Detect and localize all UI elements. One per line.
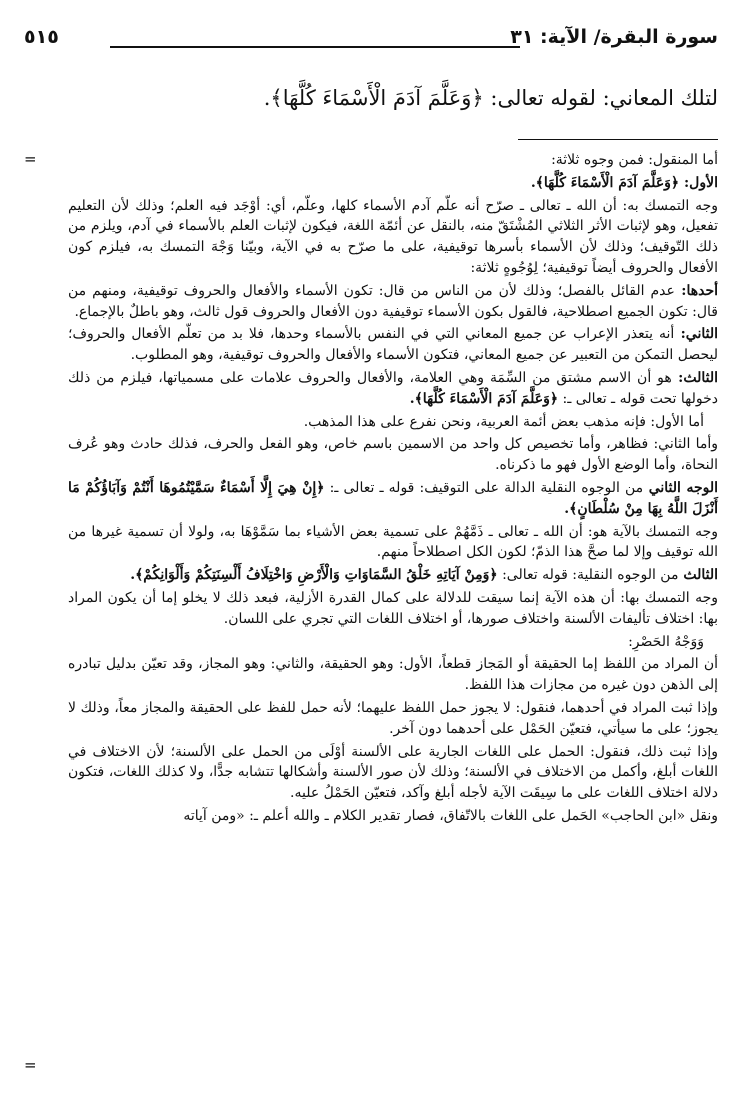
fn-para-17: ونقل «ابن الحاجب» الحَمل على اللغات بالاتّفاق، فصار تقدير الكلام ـ والله أعلم ـ: «ومن آياته xyxy=(183,807,718,824)
fn-text-5: أنه يتعذر الإعراب عن جميع المعاني التي في النفس بالأسماء وحدها، فلا بد من تعلّم الأفعال والحروف؛ ليحصل التمكن من التعبير عن جميع المعاني، فتكون الأسماء والأفعال والحروف توقيفية، وهو المطلوب. xyxy=(68,326,718,364)
fn-text-9: من الوجوه النقلية الدالة على التوقيف: قوله ـ تعالى ـ: xyxy=(324,479,644,496)
header-rule xyxy=(110,46,520,48)
continuation-marker-top: = xyxy=(24,150,37,168)
fn-verse-2: ﴿وَعَلَّمَ آدَمَ الْأَسْمَاءَ كُلَّهَا﴾. xyxy=(409,390,559,407)
fn-para-13: وَوَجْهُ الحَصْرِ: xyxy=(628,633,704,650)
fn-para-8: وأما الثاني: فظاهر، وأما تخصيص كل واحد من الاسمين باسم خاص، وهو الفعل والحرف، فذلك حادث وهو عُرف النحاة، وأما الوضع الأول فهو ما ذكرناه. xyxy=(68,436,718,474)
fn-para-2 xyxy=(68,173,718,194)
fn-para-15: وإذا ثبت المراد في أحدهما، فنقول: لا يجوز حمل اللفظ عليهما؛ لأنه حمل للفظ على الحقيقة والمجاز معاً، وذلك لا يجوز؛ على ما سيأتي، فتعيّن الحَمْل على أحدهما دون آخر. xyxy=(68,699,718,737)
fn-para-9 xyxy=(68,478,718,520)
fn-para-16: وإذا ثبت ذلك، فنقول: الحمل على اللغات الجارية على الألسنة أوْلَى من الحمل على الألسنة؛ لأن الاختلاف في اللغات أبلغ، وأكمل من الاختلاف في الألسنة؛ وذلك لأن صور الألسنة وأشكالها تتشابه جدًّا، ولا كذلك اللغات، فتكون دلالة اختلاف اللغات على ما سِيقَت الآية لأجله أبلغ وآكد، فتعيّن الحَمْلُ عليه. xyxy=(68,743,718,802)
surah-title: سورة البقرة/ الآية: ٣١ xyxy=(510,26,718,48)
footnote-block xyxy=(68,150,718,829)
fn-para-12: وجه التمسك بها: أن هذه الآية إنما سيقت للدلالة على كمال القدرة الأزلية، فبعد ذلك لا يخلو إما أن يكون المراد بها: اختلاف تأليفات الألسنة واختلاف صورها، أو اختلاف اللغات التي تجري على اللسان. xyxy=(68,589,718,627)
fn-para-4 xyxy=(68,281,718,323)
fn-para-5 xyxy=(68,324,718,366)
fn-verse-3: ﴿إِنْ هِيَ إِلَّا أَسْمَاءٌ سَمَّيْتُمُوهَا أَنْتُمْ وَآبَاؤُكُمْ مَا أَنْزَلَ اللَّهُ بِهَا مِنْ سُلْطَانٍ﴾. xyxy=(68,479,718,517)
main-tail: . xyxy=(263,86,271,110)
fn-para-7: أما الأول: فإنه مذهب بعض أئمة العربية، ونحن نفرع على هذا المذهب. xyxy=(303,413,704,430)
page-number: ٥١٥ xyxy=(24,26,59,48)
footnote-separator xyxy=(518,139,718,140)
fn-text-4: عدم القائل بالفصل؛ وذلك لأن من الناس من قال: تكون الأسماء والأفعال والحروف توقيفية، ومنهم من قال: تكون الجميع اصطلاحية، فالقول بكون الأسماء توقيفية دون الأفعال والحروف قول ثالث، وهو باطلٌ بالإجماع. xyxy=(68,282,718,320)
fn-para-10: وجه التمسك بالآية هو: أن الله ـ تعالى ـ ذَمَّهُمْ على تسمية بعض الأشياء بما سَمَّوْهَا به، ولولا أن تسمية غيرها من الله توقيف وإلا لما صحَّ هذا الذمّ؛ لكون الكل اصطلاحاً منهم. xyxy=(68,523,718,561)
fn-para-14: أن المراد من اللفظ إما الحقيقة أو المَجاز قطعاً، الأول: وهو الحقيقة، والثاني: وهو المجاز، وقد تعيّن بدليل تبادره إلى الذهن دون غيره من مجازات هذا اللفظ. xyxy=(68,656,718,694)
main-verse: ﴿وَعَلَّمَ آدَمَ الْأَسْمَاءَ كُلَّهَا﴾ xyxy=(270,86,484,110)
fn-para-1: أما المنقول: فمن وجوه ثلاثة: xyxy=(551,152,718,168)
fn-head-third: الثالث: xyxy=(671,369,719,386)
fn-verse-1: ﴿وَعَلَّمَ آدَمَ الْأَسْمَاءَ كُلَّهَا﴾. xyxy=(530,174,680,191)
fn-head-first: الأول: xyxy=(679,174,718,191)
fn-head-ahaduha: أحدها: xyxy=(674,282,718,299)
fn-text-6: هو أن الاسم مشتق من السِّمَة وهي العلامة، والأفعال والحروف علامات على مسمياتها، فيلزم من ذلك دخولها تحت قوله ـ تعالى ـ: xyxy=(68,369,718,407)
main-text xyxy=(24,86,718,110)
fn-head-wajh-second: الوجه الثاني xyxy=(643,479,718,496)
fn-verse-4: ﴿وَمِنْ آيَاتِهِ خَلْقُ السَّمَاوَاتِ وَالْأَرْضِ وَاخْتِلَافُ أَلْسِنَتِكُمْ وَأَلْوَانِكُمْ﴾. xyxy=(130,567,498,584)
fn-head-third-naqli: الثالث xyxy=(678,567,718,584)
running-header xyxy=(24,26,718,54)
main-lead: لتلك المعاني: لقوله تعالى: xyxy=(483,86,718,110)
fn-text-11: من الوجوه النقلية: قوله تعالى: xyxy=(497,567,679,584)
fn-para-6 xyxy=(68,368,718,410)
fn-para-3: وجه التمسك به: أن الله ـ تعالى ـ صرّح أنه علّم آدم الأسماء كلها، وعلّم، أي: أوْجَد فيه العلم؛ وذلك لأن التعليم تفعيل، وهو لإثبات الأثر الثلاثي المُشْتَقّ منه، بالنقل عن أئمّة اللغة، فيكون لإثبات العلم بالأسماء في آدم، ويلزم من ذلك التّوقيف؛ وذلك لأن الأسماء بأسرها توقيفية، على ما صرّح به في الآية، وبيّنا وَجْهَ التمسك به، فيلزم كون الأفعال والحروف أيضاً توقيفية؛ لِوُجُوهٍ ثلاثة: xyxy=(68,197,718,276)
fn-para-11 xyxy=(68,565,718,586)
fn-head-second: الثاني: xyxy=(674,326,718,343)
continuation-marker-bottom: = xyxy=(24,1056,37,1074)
